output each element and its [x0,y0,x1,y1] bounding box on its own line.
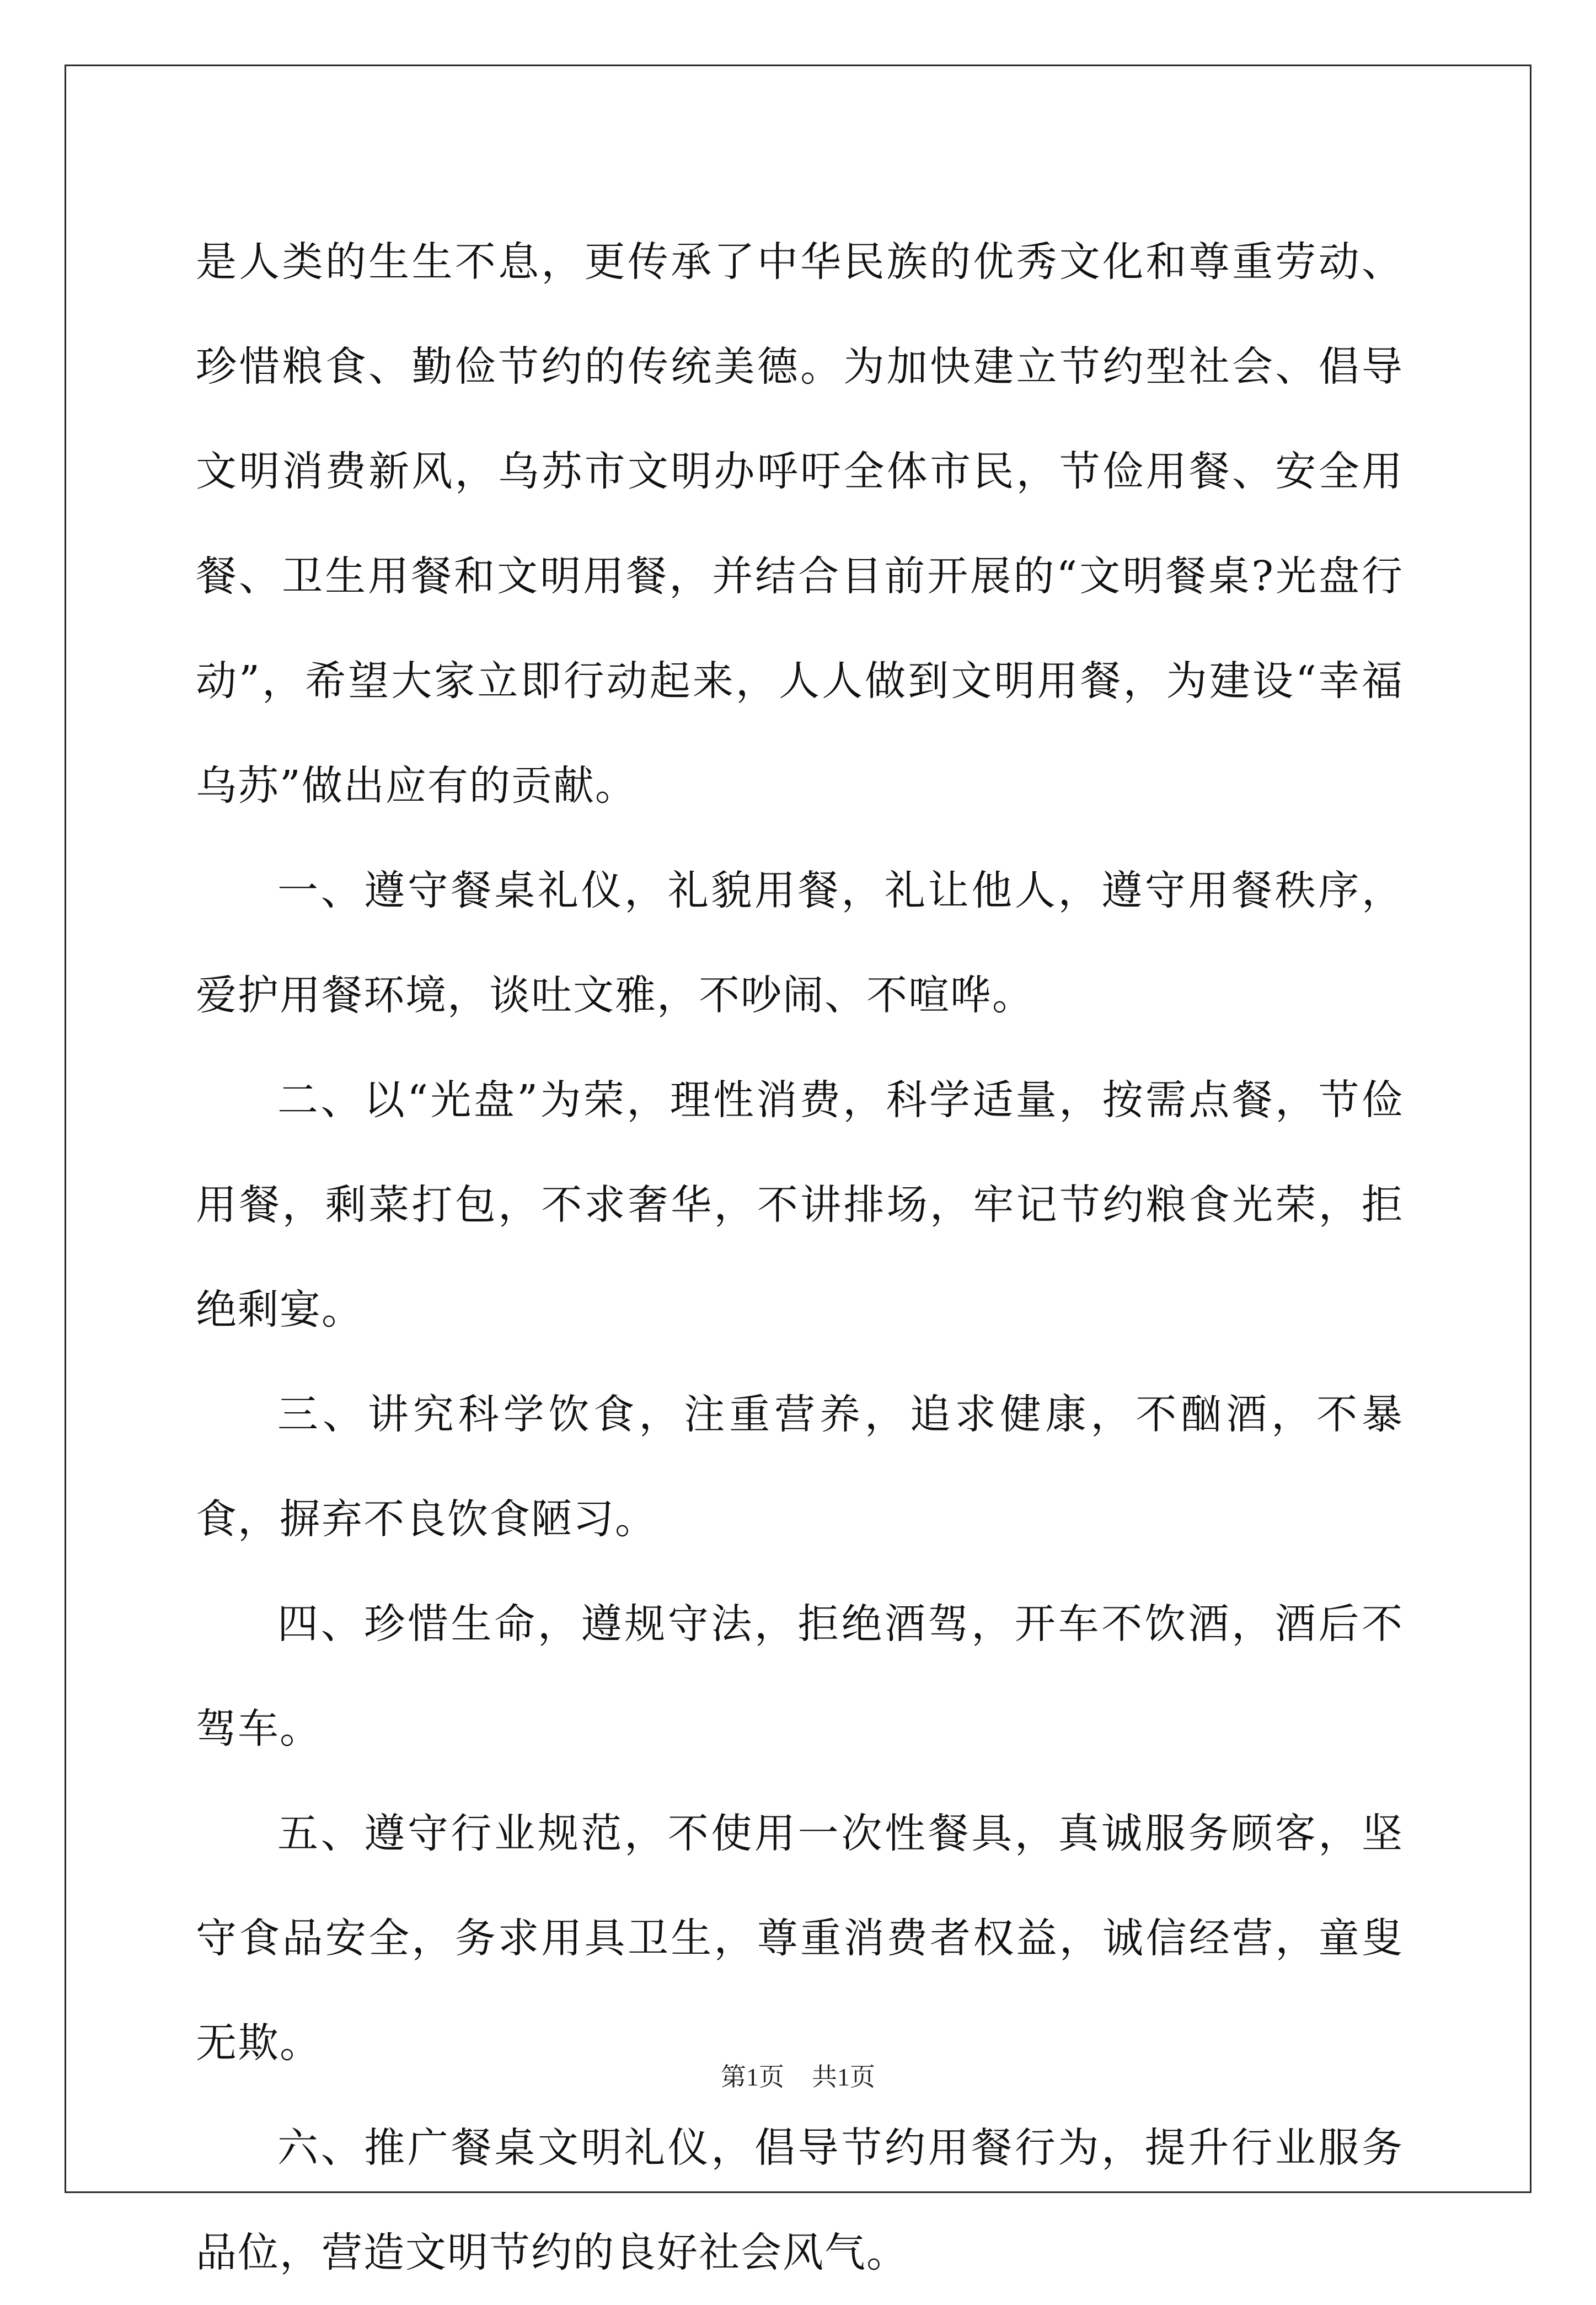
paragraph-item-6: 六、推广餐桌文明礼仪，倡导节约用餐行为，提升行业服务品位，营造文明节约的良好社会风气。 [196,2124,1404,2276]
paragraph-item-2: 二、以“光盘”为荣，理性消费，科学适量，按需点餐，节俭用餐，剩菜打包，不求奢华，不讲排场，牢记节约粮食光荣，拒绝剩宴。 [196,1076,1404,1333]
page-number: 第1页 [721,2063,784,2091]
paragraph-item-5: 五、遵守行业规范，不使用一次性餐具，真诚服务顾客，坚守食品安全，务求用具卫生，尊重消费者权益，诚信经营，童叟无欺。 [196,1810,1404,2067]
paragraph-intro: 是人类的生生不息，更传承了中华民族的优秀文化和尊重劳动、珍惜粮食、勤俭节约的传统美德。为加快建立节约型社会、倡导文明消费新风，乌苏市文明办呼吁全体市民，节俭用餐、安全用餐、卫生用餐和文明用餐，并结合目前开展的“文明餐桌?光盘行动”，希望大家立即行动起来，人人做到文明用餐，为建设“幸福乌苏”做出应有的贡献。 [196,238,1404,810]
document-body [196,210,1404,2305]
paragraph-item-4: 四、珍惜生命，遵规守法，拒绝酒驾，开车不饮酒，酒后不驾车。 [196,1600,1404,1752]
page-footer [0,2057,1596,2093]
paragraph-item-1: 一、遵守餐桌礼仪，礼貌用餐，礼让他人，遵守用餐秩序，爱护用餐环境，谈吐文雅，不吵闹、不喧哗。 [196,867,1404,1019]
paragraph-item-3: 三、讲究科学饮食，注重营养，追求健康，不酗酒，不暴食，摒弃不良饮食陋习。 [196,1391,1404,1543]
page-total: 共1页 [812,2063,875,2091]
